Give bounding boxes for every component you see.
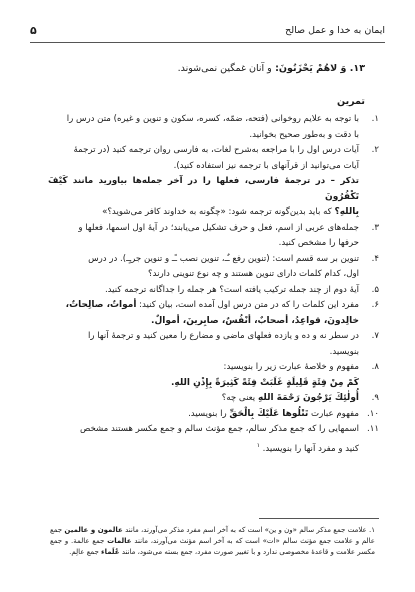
item-line	[48, 407, 359, 423]
exercise-item	[48, 391, 379, 407]
footnote-number: ۱.	[368, 526, 375, 534]
item-number: ۳.	[371, 222, 379, 233]
item-arabic: كَمْ مِنْ فِئَةٍ قَلِيلَةٍ غَلَبَتْ فِئَةً كَثِيرَةً بِإِذْنِ اللهِ.	[170, 377, 359, 388]
item-text: مفرد این کلمات را که در متن درس اول آمده است، بیان کنید:	[139, 300, 359, 310]
footnote-text: علامت جمع مذکر سالم «ون و ین» است که به آخر اسم مفرد مذکر می‌آورند، مانند	[125, 526, 367, 534]
footnote-rule	[259, 518, 379, 519]
exercise-item	[48, 422, 379, 457]
note-arabic: بِاللهِ؟	[334, 207, 359, 217]
item-arabic: تَتْلُوها عَلَيْكَ بِالْحَقِّ	[229, 408, 309, 419]
item-text: یعنی چه؟	[221, 393, 256, 403]
footnote-example: عالمات	[107, 537, 132, 545]
exercise-item	[48, 329, 379, 360]
item-arabic: أمواتٌ، صالِحاتٌ،	[65, 300, 137, 310]
item-number: ۷.	[371, 331, 379, 341]
exercise-item	[48, 221, 379, 252]
item-text: آیات می‌توانید از قرآنهای با ترجمه نیز استفاده کنید).	[173, 160, 359, 171]
item-number: ۲.	[371, 145, 379, 155]
item-number: ۱.	[371, 114, 379, 124]
note-text: که باید بدین‌گونه ترجمه شود: «چگونه به خداوند کافر می‌شوید؟»	[102, 207, 332, 217]
item-number: ۱۱.	[367, 424, 379, 434]
verse-translation: و آنان غمگین نمی‌شوند.	[177, 63, 272, 74]
exercise-item	[48, 252, 379, 283]
exercise-item	[48, 298, 379, 329]
item-number: ۸.	[371, 362, 379, 372]
section-title: تمرین	[337, 96, 365, 107]
running-title: ایمان به خدا و عمل صالح	[285, 24, 385, 36]
item-arabic: أُولٰئِكَ يَرْجُونَ رَحْمَةَ اللهِ	[257, 393, 359, 403]
item-line	[48, 438, 359, 457]
footnote-example: عُلَماء	[101, 548, 120, 556]
running-header	[30, 22, 385, 38]
exercise-item	[48, 407, 379, 423]
item-text: تنوین بر سه قسم است: (تنوین رفع ـٌـ، تنوین نصب ـًـ و تنوین جرـٍـ). در درس	[88, 253, 359, 264]
item-number: ۵.	[371, 284, 379, 295]
item-text: جمله‌های عربی از اسم، فعل و حرف تشکیل می‌یابند؛ در آیهٔ اول اسمها، فعلها و	[78, 222, 359, 233]
page-number: ۵	[30, 23, 37, 37]
exercise-item	[48, 112, 379, 143]
note-arabic: كَيْفَ تَكْفُرُونَ	[48, 176, 359, 202]
exercise-list	[48, 112, 379, 457]
item-text: در سطر نه و ده و یازده فعلهای ماضی و مضارع را معین کنید و ترجمهٔ آنها را	[88, 331, 359, 341]
item-text: اول، کدام کلمات دارای تنوین هستند و چه نوع تنوینی دارند؟	[148, 269, 359, 279]
footnote-example: عالمون و عالمین	[64, 526, 123, 534]
header-rule	[30, 42, 385, 43]
item-text: اسمهایی را که جمع مذکر سالم، جمع مؤنث سالم و جمع مکسر هستند مشخص	[79, 424, 359, 434]
note-text: تذکر – در ترجمهٔ فارسی، فعلها را در آخر جمله‌ها بیاورید مانند	[72, 176, 359, 186]
exercise-item	[48, 283, 379, 299]
note-line	[48, 174, 359, 205]
item-number: ۱۰.	[367, 408, 379, 419]
item-line	[48, 391, 359, 407]
item-number: ۹.	[371, 393, 379, 403]
footnote-marker: ۱	[256, 441, 260, 449]
item-arabic: خالِدونَ، قواعِدُ، أصحابٌ، أنْفُسٌ، صابِرینَ، أموالٌ.	[151, 315, 359, 326]
verse-13	[30, 62, 365, 76]
item-text: را بنویسید.	[188, 408, 227, 419]
item-text: بنویسید.	[329, 346, 359, 357]
footnote-text: جمع عالِم.	[69, 548, 99, 556]
footnote	[50, 525, 375, 558]
item-text: آیات درس اول را با مراجعه به‌شرح لغات، به فارسی روان ترجمه کنید (در ترجمهٔ	[73, 145, 359, 155]
item-text: با توجه به علایم روخوانی (فتحه، ضمّه، کسره، سکون و تنوین و غیره) متن درس را	[66, 114, 359, 124]
footnote-text: جمع عالم و علامت جمع مؤنث سالم «ات» است که به آخر اسم مؤنث می‌آورند، مانند	[50, 526, 375, 545]
item-text: حرفها را مشخص کنید.	[278, 238, 359, 248]
item-line	[48, 298, 359, 314]
item-text: با دقت و به‌طور صحیح بخوانید.	[249, 129, 359, 140]
note-line	[48, 205, 359, 221]
item-text: مفهوم عبارت	[311, 408, 359, 419]
exercise-item	[48, 360, 379, 391]
item-text: آیهٔ دوم از چند جمله ترکیب یافته است؟ هر جمله را جداگانه ترجمه کنید.	[104, 284, 359, 295]
item-text: مفهوم و خلاصهٔ عبارت زیر را بنویسید:	[223, 362, 359, 372]
item-number: ۶.	[371, 300, 379, 310]
verse-number: ۱۳.	[349, 63, 365, 74]
item-text: کنید و مفرد آنها را بنویسید.	[262, 443, 359, 454]
footnote-text: جمع عالمة. و جمع مکسر علامت و قاعدهٔ مخصوصی ندارد و با تغییر صورت مفرد، جمع بسته می‌شود، مانند	[50, 537, 375, 556]
item-number: ۴.	[371, 253, 379, 264]
verse-arabic: وَ لاهُمْ يَحْزَنُونَ:	[275, 63, 347, 74]
exercise-item	[48, 143, 379, 221]
